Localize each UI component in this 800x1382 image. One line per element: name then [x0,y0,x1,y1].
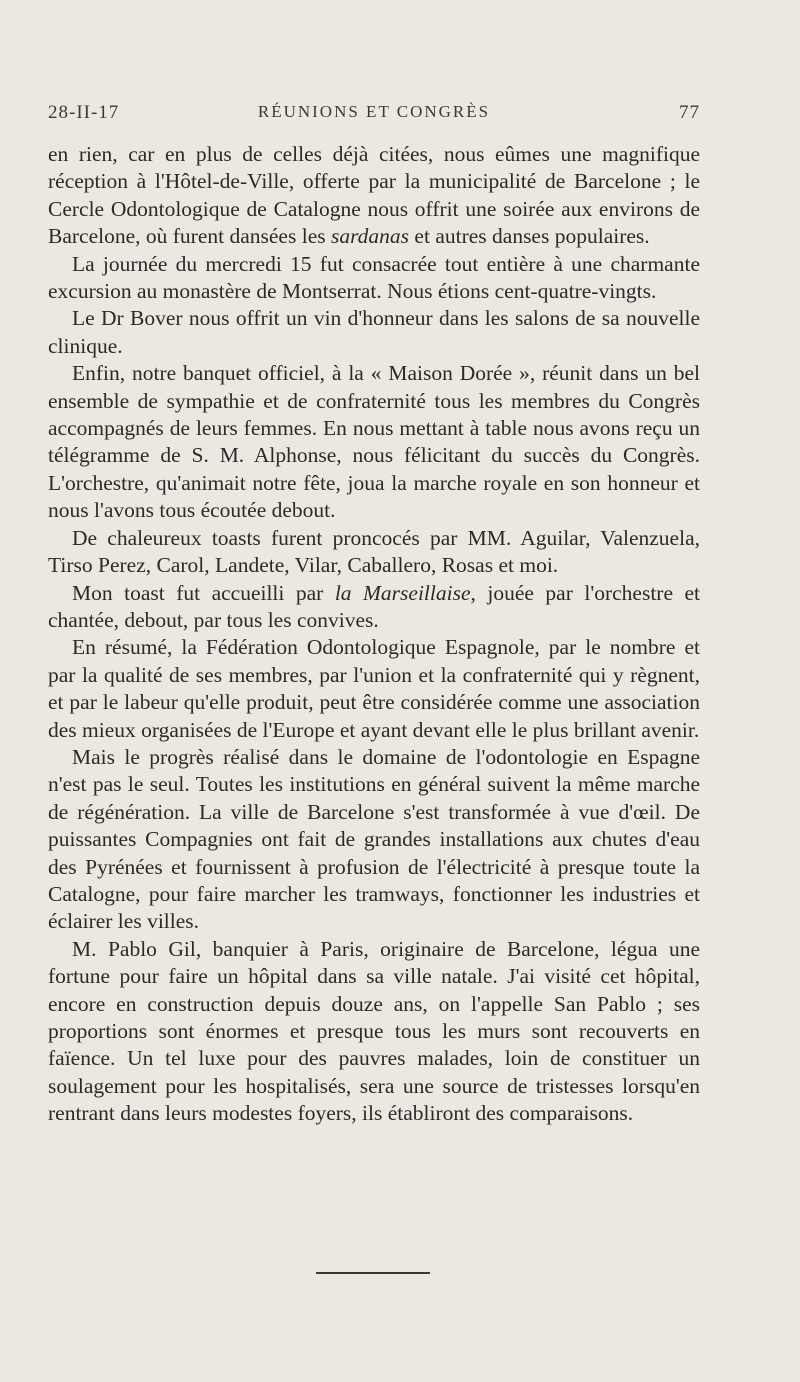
paragraph-6: Mon toast fut accueilli par la Marseillaise, jouée par l'orchestre et chantée, debout, par tous les convives. [48,580,700,632]
header-title: RÉUNIONS ET CONGRÈS [257,102,491,121]
paragraph-2: La journée du mercredi 15 fut consacrée tout entière à une charmante excursion au monastère de Montserrat. Nous étions cent-quatre-vingts. [48,251,700,304]
running-header [48,102,700,130]
paragraph-3: Le Dr Bover nous offrit un vin d'honneur dans les salons de sa nouvelle clinique. [48,306,700,358]
paragraph-5: De chaleureux toasts furent proncocés par MM. Aguilar, Valenzuela, Tirso Perez, Carol, Landete, Vilar, Caballero, Rosas et moi. [48,525,700,578]
header-date: 28-II-17 [48,102,120,123]
paragraph-9: M. Pablo Gil, banquier à Paris, originaire de Barcelone, légua une fortune pour faire un hôpital dans sa ville natale. J'ai visité cet hôpital, encore en construction depuis douze ans, on l'appelle San Pablo ; ses proportions sont énormes et presque tous les murs sont recouverts en faïence. Un tel luxe pour des pauvres malades, loin de constituer un soulagement pour les hospitalisés, sera une source de tristesses lorsqu'en rentrant dans leurs modestes foyers, ils établiront des comparaisons. [48,936,700,1126]
paragraph-4: Enfin, notre banquet officiel, à la « Maison Dorée », réunit dans un bel ensemble de sympathie et de confraternité tous les membres du Congrès accompagnés de leurs femmes. En nous mettant à table nous avons reçu un télégramme de S. M. Alphonse, nous félicitant du succès du Congrès. L'orchestre, qu'animait notre fête, joua la marche royale en son honneur et nous l'avons tous écoutée debout. [48,361,700,523]
paragraph-8: Mais le progrès réalisé dans le domaine de l'odontologie en Espagne n'est pas le seul. Toutes les institutions en général suivent la même marche de régénération. La ville de Barcelone s'est transformée à vue d'œil. De puissantes Compagnies ont fait de grandes installations aux chutes d'eau des Pyrénées et fournissent à profusion de l'électricité à presque toute la Catalogne, pour faire marcher les tramways, fonctionner les industries et éclairer les villes. [48,744,700,934]
paragraph-1: en rien, car en plus de celles déjà citées, nous eûmes une magnifique réception à l'Hôtel-de-Ville, offerte par la municipalité de Barcelone ; le Cercle Odontologique de Catalogne nous offrit une soirée aux environs de Barcelone, où furent dansées les sardanas et autres danses populaires. [48,142,700,249]
italic-term: sardanas [330,224,410,249]
section-divider [316,1272,430,1274]
italic-title: la Marseillaise [334,580,471,605]
page-number: 77 [679,102,700,123]
paragraph-7: En résumé, la Fédération Odontologique Espagnole, par le nombre et par la qualité de ses membres, par l'union et la confraternité qui y règnent, et par le labeur qu'elle produit, peut être considérée comme une association des mieux organisées de l'Europe et ayant devant elle le plus brillant avenir. [48,635,700,742]
page-body [48,141,700,1128]
